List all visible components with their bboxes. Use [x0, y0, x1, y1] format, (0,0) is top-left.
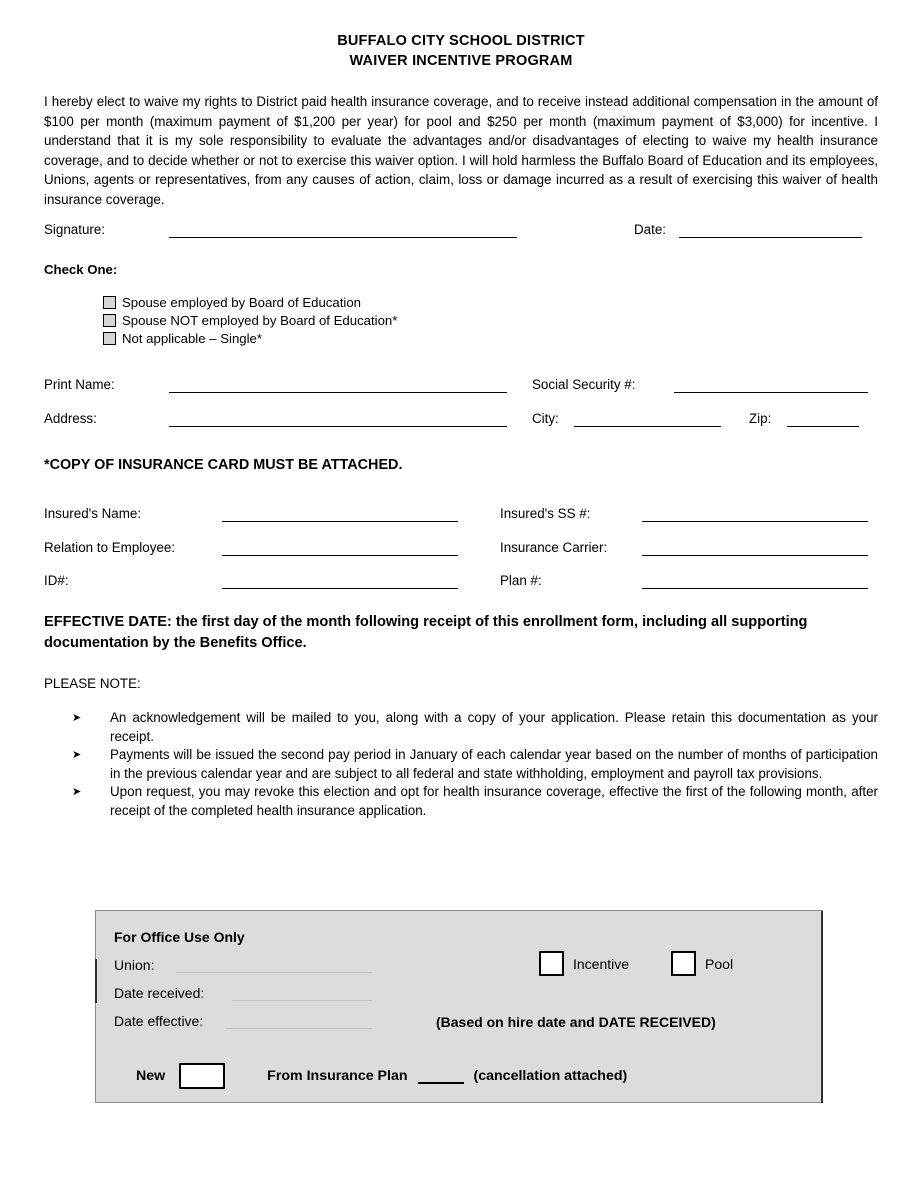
checkbox-label: Not applicable – Single* — [122, 331, 263, 346]
checkbox-label: Spouse employed by Board of Education — [122, 295, 361, 310]
box-edge-mark-right-bottom — [821, 1019, 823, 1103]
header-line-district: BUFFALO CITY SCHOOL DISTRICT — [337, 33, 585, 49]
checkbox-pool-icon[interactable] — [671, 951, 696, 976]
for-office-use-box — [95, 910, 823, 1103]
checkbox-row-spouse-not-employed[interactable] — [103, 312, 397, 329]
header-line-program: WAIVER INCENTIVE PROGRAM — [349, 53, 573, 69]
arrow-bullet-icon: ➤ — [72, 748, 82, 762]
list-item — [72, 783, 878, 820]
ssn-label: Social Security #: — [532, 377, 636, 392]
cancellation-attached-label: (cancellation attached) — [473, 1068, 628, 1084]
insured-ss-input-line[interactable] — [642, 508, 868, 522]
id-row — [44, 573, 878, 589]
signature-input-line[interactable] — [169, 224, 517, 238]
check-one-group — [103, 294, 397, 348]
print-name-row — [44, 377, 878, 393]
plan-label: Plan #: — [500, 573, 542, 588]
pool-label: Pool — [705, 955, 734, 972]
date-effective-field — [114, 1013, 372, 1029]
effective-date-statement: EFFECTIVE DATE: the first day of the month following receipt of this enrollment form, including all supporting documentation by the Benefits Office. — [44, 614, 808, 651]
insured-ss-label: Insured's SS #: — [500, 506, 591, 521]
list-item-text: Payments will be issued the second pay period in January of each calendar year based on the number of months of participation in the previous calendar year and are subject to all federal and state withholding, employment and payroll tax provisions. — [110, 747, 878, 781]
new-label: New — [136, 1068, 166, 1084]
arrow-bullet-icon: ➤ — [72, 785, 82, 799]
zip-label: Zip: — [749, 411, 772, 426]
id-input-line[interactable] — [222, 575, 458, 589]
list-item — [72, 746, 878, 783]
new-from-plan-row — [136, 1063, 627, 1089]
box-edge-mark-left — [95, 959, 97, 1003]
from-insurance-plan-input-line[interactable] — [418, 1068, 464, 1084]
checkbox-icon[interactable] — [103, 314, 116, 327]
based-on-hire-date-note: (Based on hire date and DATE RECEIVED) — [436, 1014, 716, 1030]
office-use-title: For Office Use Only — [114, 929, 245, 945]
checkbox-label: Spouse NOT employed by Board of Education* — [122, 313, 398, 328]
union-input-line[interactable] — [176, 960, 372, 973]
insurance-card-notice: *COPY OF INSURANCE CARD MUST BE ATTACHED. — [44, 457, 403, 473]
document-header — [44, 31, 878, 71]
from-insurance-plan-label: From Insurance Plan — [267, 1068, 408, 1084]
plan-input-line[interactable] — [642, 575, 868, 589]
list-item — [72, 709, 878, 746]
insured-name-label: Insured's Name: — [44, 506, 142, 521]
list-item-text: An acknowledgement will be mailed to you, along with a copy of your application. Please retain this documentation as your receipt. — [110, 710, 878, 744]
checkbox-new-icon[interactable] — [179, 1063, 225, 1089]
ssn-input-line[interactable] — [674, 379, 868, 393]
date-effective-input-line[interactable] — [226, 1016, 372, 1029]
notes-list — [72, 709, 878, 821]
insurance-carrier-input-line[interactable] — [642, 542, 868, 556]
box-edge-mark-right-middle — [821, 959, 823, 1019]
checkbox-row-not-applicable-single[interactable] — [103, 330, 397, 347]
arrow-bullet-icon: ➤ — [72, 711, 82, 724]
city-input-line[interactable] — [574, 413, 721, 427]
union-label: Union: — [114, 957, 155, 973]
signature-label: Signature: — [44, 222, 106, 237]
print-name-input-line[interactable] — [169, 379, 507, 393]
date-effective-label: Date effective: — [114, 1013, 204, 1029]
insured-name-row — [44, 506, 878, 522]
address-label: Address: — [44, 411, 97, 426]
union-field — [114, 957, 372, 973]
intro-paragraph: I hereby elect to waive my rights to District paid health insurance coverage, and to receive instead additional compensation in the amount of $100 per month (maximum payment of $1,200 per year) for pool and $250 per month (maximum payment of $3,000) for incentive. I understand that it is my sole responsibility to evaluate the advantages and/or disadvantages of electing to waive my health insurance coverage, and to decide whether or not to exercise this waiver option. I will hold harmless the Buffalo Board of Education and its employees, Unions, agents or representatives, from any causes of action, claim, loss or damage incurred as a result of exercising this waiver of health insurance coverage. — [44, 94, 878, 207]
box-edge-mark-right-top — [821, 911, 823, 959]
address-row — [44, 411, 878, 427]
address-input-line[interactable] — [169, 413, 507, 427]
zip-input-line[interactable] — [787, 413, 859, 427]
relation-input-line[interactable] — [222, 542, 458, 556]
print-name-label: Print Name: — [44, 377, 115, 392]
relation-label: Relation to Employee: — [44, 540, 176, 555]
checkbox-icon[interactable] — [103, 332, 116, 345]
date-input-line[interactable] — [679, 224, 862, 238]
insured-name-input-line[interactable] — [222, 508, 458, 522]
incentive-label: Incentive — [573, 955, 630, 972]
checkbox-row-spouse-employed[interactable] — [103, 294, 397, 311]
insurance-carrier-label: Insurance Carrier: — [500, 540, 608, 555]
check-one-heading: Check One: — [44, 262, 118, 277]
date-received-label: Date received: — [114, 985, 205, 1001]
list-item-text: Upon request, you may revoke this election and opt for health insurance coverage, effective the first of the following month, after receipt of the completed health insurance application. — [110, 784, 878, 818]
id-label: ID#: — [44, 573, 69, 588]
checkbox-icon[interactable] — [103, 296, 116, 309]
signature-row — [44, 222, 878, 238]
date-received-field — [114, 985, 372, 1001]
date-label: Date: — [634, 222, 667, 237]
checkbox-incentive-icon[interactable] — [539, 951, 564, 976]
city-label: City: — [532, 411, 559, 426]
incentive-pool-group — [539, 951, 733, 976]
relation-row — [44, 540, 878, 556]
please-note-label: PLEASE NOTE: — [44, 676, 141, 691]
date-received-input-line[interactable] — [232, 988, 372, 1001]
